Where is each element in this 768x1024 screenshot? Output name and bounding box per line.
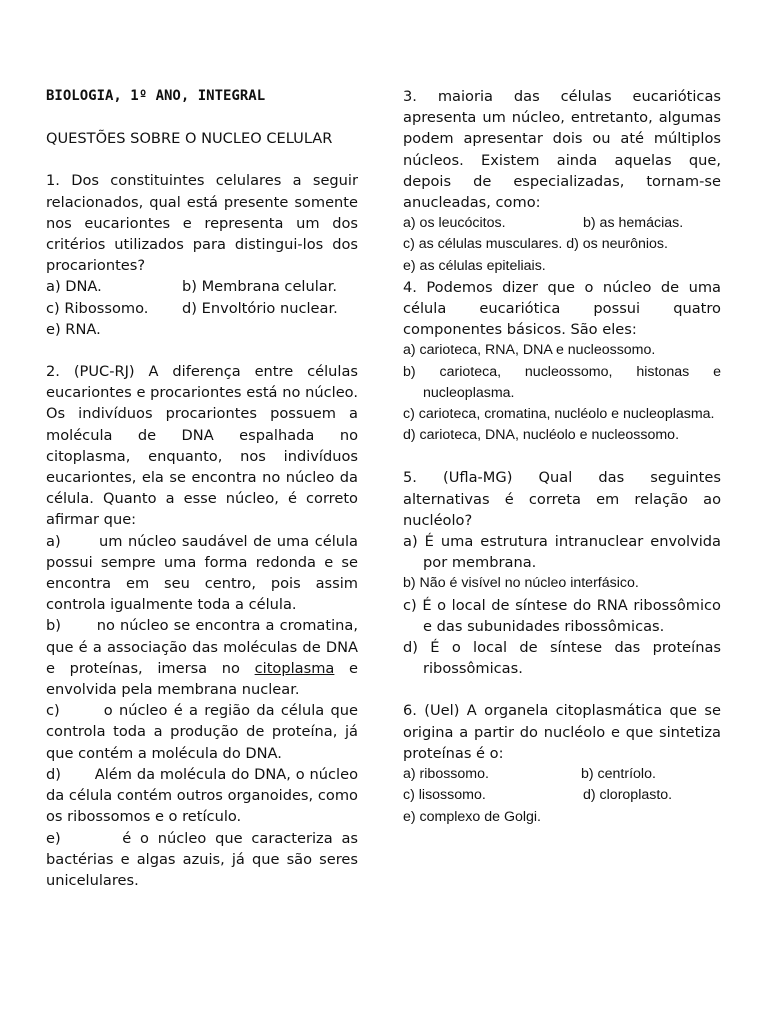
q2-option-d [46, 764, 358, 828]
q3-option-a: a) os leucócitos. [403, 215, 506, 232]
q5-option-b: b) Não é visível no núcleo interfásico. [403, 575, 639, 592]
q1-option-b: b) Membrana celular. [182, 278, 338, 296]
question-4-stem: 4. Podemos dizer que o núcleo de uma célula eucariótica possui quatro componentes básicos. São eles: [403, 278, 721, 339]
document-subheading: QUESTÕES SOBRE O NUCLEO CELULAR [46, 130, 333, 148]
q2-option-a [46, 531, 358, 616]
q2-option-c-text: o núcleo é a região da célula que controla toda a produção de proteína, já que contém a molécula do DNA. [46, 702, 358, 762]
question-2-stem: 2. (PUC-RJ) A diferença entre células eucariontes e procariontes está no núcleo. Os indivíduos procariontes possuem a molécula de DNA espalhada no citoplasma, enquanto, nos indivíduos eucariontes, ela se encontra no núcleo da célula. Quanto a esse núcleo, é correto afirmar que: [46, 363, 358, 529]
q2-option-d-text: Além da molécula do DNA, o núcleo da célula contém outros organoides, como os ribossomos e o retículo. [46, 765, 358, 826]
left-column [46, 86, 358, 891]
question-6-stem: 6. (Uel) A organela citoplasmática que se origina a partir do nucléolo e que sintetiza proteínas é o: [403, 702, 721, 762]
q2-option-b [46, 615, 358, 700]
question-6-options-ab [403, 764, 721, 785]
q2-option-a-text: um núcleo saudável de uma célula possui sempre uma forma redonda e se encontra em seu centro, pois assim controla igualmente toda a célula. [46, 532, 358, 614]
q3-option-e: e) as células epiteliais. [403, 257, 546, 274]
q6-option-c: c) lisossomo. [403, 787, 486, 804]
q4-option-d: d) carioteca, DNA, nucléolo e nucleossomo. [403, 427, 680, 444]
question-1-options-ab [46, 276, 358, 297]
q4-option-c: c) carioteca, cromatina, nucléolo e nucleoplasma. [403, 406, 715, 423]
q1-option-d: d) Envoltório nuclear. [182, 299, 338, 317]
q2-option-c [46, 700, 358, 764]
q2-option-e [46, 828, 358, 892]
question-5-stem: 5. (Ufla-MG) Qual das seguintes alternativas é correta em relação ao nucléolo? [403, 469, 721, 529]
q1-option-e: e) RNA. [46, 320, 101, 338]
q2-option-b-text: no núcleo se encontra a cromatina, que é a associação das moléculas de DNA e proteínas, imersa no [46, 617, 358, 677]
q5-option-d: d) É o local de síntese das proteínas ribossômicas. [403, 639, 721, 678]
q2-option-c-label: c) [46, 702, 60, 720]
q6-option-e: e) complexo de Golgi. [403, 808, 542, 825]
question-3-stem: 3. maioria das células eucarióticas apresenta um núcleo, entretanto, algumas podem apresentar dois ou até múltiplos núcleos. Existem ainda aquelas que, depois de especializadas, tornam-se anucleadas, como: [403, 88, 721, 212]
q3-option-b: b) as hemácias. [583, 215, 684, 232]
q2-option-e-text: é o núcleo que caracteriza as bactérias e algas azuis, já que são seres unicelulares. [46, 829, 358, 889]
q2-option-b-label: b) [46, 617, 61, 635]
question-3-options-ab [403, 213, 721, 234]
q4-option-b: b) carioteca, nucleossomo, histonas e nucleoplasma. [403, 363, 721, 401]
question-6-options-cd [403, 785, 721, 806]
q2-option-e-label: e) [46, 829, 61, 847]
q5-option-c: c) É o local de síntese do RNA ribossômico e das subunidades ribossômicas. [403, 596, 721, 635]
right-column [403, 86, 721, 828]
q5-option-a: a) É uma estrutura intranuclear envolvida por membrana. [403, 533, 721, 572]
citoplasma-link[interactable]: citoplasma [254, 659, 335, 677]
q6-option-d: d) cloroplasto. [583, 787, 673, 804]
q2-option-b-text-end: e envolvida pela membrana nuclear. [46, 659, 358, 699]
q2-option-a-label: a) [46, 532, 61, 550]
q1-option-a: a) DNA. [46, 278, 102, 296]
q2-option-d-label: d) [46, 765, 61, 783]
document-heading: BIOLOGIA, 1º ANO, INTEGRAL [46, 88, 266, 104]
q6-option-a: a) ribossomo. [403, 766, 489, 783]
question-1-stem: 1. Dos constituintes celulares a seguir relacionados, qual está presente somente nos eucariontes e representa um dos critérios utilizados para distingui-los dos procariontes? [46, 172, 358, 275]
question-1-options-cd [46, 298, 358, 319]
q1-option-c: c) Ribossomo. [46, 299, 149, 317]
q6-option-b: b) centríolo. [581, 766, 656, 783]
q3-options-cd: c) as células musculares. d) os neurônios. [403, 236, 668, 253]
q4-option-a: a) carioteca, RNA, DNA e nucleossomo. [403, 342, 656, 359]
